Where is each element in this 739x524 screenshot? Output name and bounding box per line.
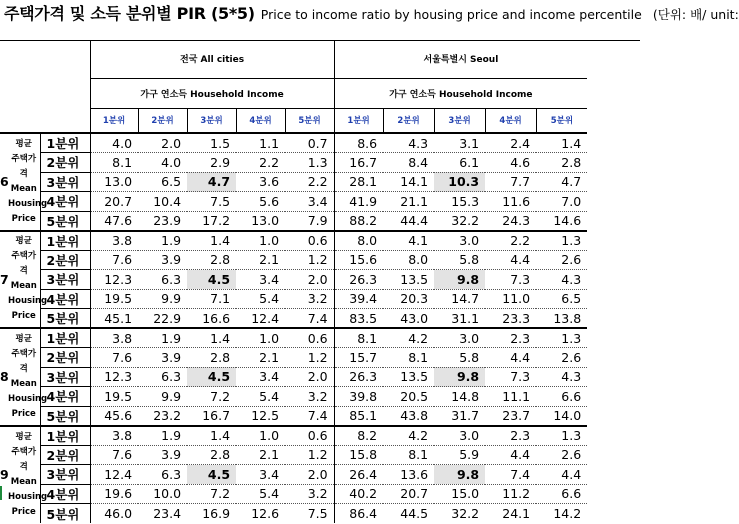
percentile-header-all-1: 1분위 bbox=[90, 108, 138, 133]
side-label-line: Mean bbox=[10, 183, 37, 194]
income-header-row bbox=[0, 78, 640, 108]
pir-value-all-1: 3.8 bbox=[90, 231, 138, 251]
pir-value-all-1: 19.6 bbox=[90, 484, 138, 504]
side-label-line: Price bbox=[11, 506, 36, 517]
percentile-header-all-5: 5분위 bbox=[285, 108, 334, 133]
side-label-line: 평균 bbox=[15, 333, 32, 344]
table-row bbox=[0, 309, 640, 329]
pir-value-all-1: 13.0 bbox=[90, 172, 138, 192]
side-label-line: 주택가격 bbox=[11, 153, 37, 179]
table-row bbox=[0, 192, 640, 212]
pir-value-seoul-2: 20.3 bbox=[383, 289, 434, 309]
pir-value-seoul-2: 43.8 bbox=[400, 408, 429, 423]
pir-value-all-1: 7.6 bbox=[90, 250, 138, 270]
pir-value-seoul-4: 23.7 bbox=[502, 408, 531, 423]
side-label-line: Price bbox=[11, 408, 36, 419]
pir-value-seoul-3: 14.8 bbox=[434, 387, 485, 407]
pir-value-seoul-5: 4.3 bbox=[536, 270, 587, 290]
side-label-line: 평균 bbox=[15, 236, 32, 247]
pir-value-all-3: 16.7 bbox=[202, 408, 231, 423]
pir-value-seoul-4: 24.1 bbox=[502, 506, 531, 521]
pir-value-seoul-4: 23.3 bbox=[502, 310, 531, 326]
pir-value-seoul-4: 11.6 bbox=[485, 192, 536, 212]
percentile-header-seoul-2: 2분위 bbox=[383, 108, 434, 133]
pir-value-all-5: 3.2 bbox=[285, 387, 334, 407]
pir-value-seoul-3: 10.3 bbox=[434, 172, 485, 192]
table-row bbox=[0, 328, 640, 348]
pir-value-seoul-1: 8.1 bbox=[334, 328, 383, 348]
pir-value-all-3: 7.5 bbox=[187, 192, 236, 212]
pir-value-seoul-5: 6.5 bbox=[536, 289, 587, 309]
percentile-header-seoul-3: 3분위 bbox=[434, 108, 485, 133]
percentile-header-seoul-5: 5분위 bbox=[536, 108, 587, 133]
table-row bbox=[0, 289, 640, 309]
pir-value-seoul-2: 43.0 bbox=[400, 310, 429, 326]
pir-value-seoul-4: 2.2 bbox=[485, 231, 536, 251]
pir-value-all-1: 7.6 bbox=[90, 348, 138, 368]
sheet-title bbox=[0, 0, 739, 28]
quintile-label: 1분위 bbox=[40, 231, 90, 251]
side-label-line: 주택가격 bbox=[11, 446, 37, 472]
region-all-header: 전국 All cities bbox=[90, 40, 334, 78]
side-label-line: Housing bbox=[8, 296, 48, 307]
pir-value-seoul-1: 28.1 bbox=[334, 172, 383, 192]
pir-value-seoul-3: 9.8 bbox=[434, 270, 485, 290]
pir-value-seoul-2: 8.4 bbox=[383, 153, 434, 173]
pir-value-seoul-3: 31.1 bbox=[451, 310, 480, 326]
pir-value-all-4: 1.0 bbox=[236, 426, 285, 446]
pir-value-seoul-4: 2.3 bbox=[485, 426, 536, 446]
quintile-label: 2분위 bbox=[40, 348, 90, 368]
side-label-line: 평균 bbox=[15, 431, 32, 442]
side-label-line: Housing bbox=[8, 491, 48, 502]
pir-value-seoul-1: 26.3 bbox=[334, 367, 383, 387]
table-row bbox=[0, 231, 640, 251]
pir-value-seoul-3: 3.0 bbox=[434, 231, 485, 251]
pir-value-seoul-3: 32.2 bbox=[451, 506, 480, 521]
pir-value-all-5: 2.0 bbox=[285, 270, 334, 290]
pir-value-all-2: 23.4 bbox=[153, 506, 182, 521]
pir-value-all-5: 0.6 bbox=[285, 328, 334, 348]
pir-value-all-4: 12.4 bbox=[251, 310, 280, 326]
year-label: 8 bbox=[0, 328, 8, 426]
mean-housing-price-label bbox=[8, 328, 48, 426]
pir-value-all-5: 7.4 bbox=[307, 310, 328, 326]
pir-value-seoul-1: 39.4 bbox=[334, 289, 383, 309]
region-seoul-header: 서울특별시 Seoul bbox=[334, 40, 587, 78]
title-korean: 주택가격 및 소득 분위별 PIR (5*5) bbox=[4, 4, 255, 23]
side-label-line: 주택가격 bbox=[11, 348, 37, 374]
pir-value-seoul-4: 11.2 bbox=[485, 484, 536, 504]
quintile-label: 2분위 bbox=[40, 445, 90, 465]
pir-value-seoul-5: 2.8 bbox=[536, 153, 587, 173]
pir-value-seoul-4: 7.3 bbox=[485, 367, 536, 387]
pir-value-seoul-1: 39.8 bbox=[334, 387, 383, 407]
pir-value-all-2: 10.0 bbox=[138, 484, 187, 504]
pir-value-seoul-3: 14.7 bbox=[434, 289, 485, 309]
percentile-header-all-2: 2분위 bbox=[138, 108, 187, 133]
pir-value-all-3: 1.4 bbox=[187, 328, 236, 348]
pir-value-seoul-5: 4.7 bbox=[536, 172, 587, 192]
pir-value-all-3: 7.1 bbox=[187, 289, 236, 309]
quintile-label: 3분위 bbox=[40, 270, 90, 290]
side-label-line: 주택가격 bbox=[11, 251, 37, 277]
pir-value-seoul-4: 2.4 bbox=[485, 133, 536, 153]
pir-value-seoul-4: 2.3 bbox=[485, 328, 536, 348]
pir-value-all-1: 3.8 bbox=[90, 426, 138, 446]
side-label-line: Mean bbox=[10, 476, 37, 487]
side-label-line: 평균 bbox=[15, 138, 32, 149]
pir-value-all-4: 2.2 bbox=[236, 153, 285, 173]
quintile-label: 2분위 bbox=[40, 250, 90, 270]
pir-value-seoul-3: 3.1 bbox=[434, 133, 485, 153]
pir-value-seoul-4: 4.4 bbox=[485, 348, 536, 368]
pir-value-all-5: 3.4 bbox=[285, 192, 334, 212]
table-row bbox=[0, 484, 640, 504]
pir-value-all-1: 45.6 bbox=[90, 406, 138, 426]
pir-value-seoul-2: 20.7 bbox=[383, 484, 434, 504]
side-label-line: Price bbox=[11, 311, 36, 322]
quintile-label: 3분위 bbox=[40, 367, 90, 387]
pir-value-seoul-2: 44.5 bbox=[400, 506, 429, 521]
pir-value-seoul-4: 24.3 bbox=[502, 213, 531, 228]
pir-value-seoul-5: 6.6 bbox=[536, 387, 587, 407]
side-label-line: Mean bbox=[10, 281, 37, 292]
pir-value-seoul-1: 85.1 bbox=[334, 406, 383, 426]
pir-value-seoul-1: 41.9 bbox=[334, 192, 383, 212]
pir-value-all-5: 7.9 bbox=[307, 213, 328, 228]
pir-value-all-5: 1.2 bbox=[285, 348, 334, 368]
pir-value-all-5: 3.2 bbox=[285, 289, 334, 309]
pir-value-seoul-5: 1.3 bbox=[536, 231, 587, 251]
pir-value-all-2: 3.9 bbox=[138, 445, 187, 465]
income-all-header: 가구 연소득 Household Income bbox=[90, 78, 334, 108]
pir-value-all-2: 6.3 bbox=[138, 367, 187, 387]
pir-value-all-5: 3.2 bbox=[285, 484, 334, 504]
pir-value-seoul-2: 4.1 bbox=[383, 231, 434, 251]
pir-value-seoul-5: 2.6 bbox=[536, 348, 587, 368]
pir-value-seoul-2: 20.5 bbox=[383, 387, 434, 407]
pir-value-seoul-3: 3.0 bbox=[434, 426, 485, 446]
table-row bbox=[0, 406, 640, 426]
quintile-label: 4분위 bbox=[40, 484, 90, 504]
pir-value-seoul-3: 15.3 bbox=[434, 192, 485, 212]
pir-value-seoul-2: 4.3 bbox=[383, 133, 434, 153]
pir-value-all-5: 1.3 bbox=[285, 153, 334, 173]
side-label-line: Price bbox=[11, 213, 36, 224]
pir-value-all-4: 3.4 bbox=[236, 465, 285, 485]
pir-value-seoul-5: 4.4 bbox=[536, 465, 587, 485]
pir-value-seoul-1: 8.0 bbox=[334, 231, 383, 251]
pir-value-all-3: 4.5 bbox=[187, 465, 236, 485]
pir-value-all-4: 5.4 bbox=[236, 289, 285, 309]
percentile-header-seoul-1: 1분위 bbox=[334, 108, 383, 133]
income-seoul-header: 가구 연소득 Household Income bbox=[334, 78, 587, 108]
quintile-label: 2분위 bbox=[40, 153, 90, 173]
pir-value-all-2: 6.3 bbox=[138, 270, 187, 290]
table-row bbox=[0, 504, 640, 524]
pir-value-seoul-3: 6.1 bbox=[434, 153, 485, 173]
pir-value-all-4: 12.6 bbox=[251, 506, 280, 521]
pir-value-seoul-4: 4.4 bbox=[485, 445, 536, 465]
table-row bbox=[0, 153, 640, 173]
pir-value-all-4: 1.0 bbox=[236, 328, 285, 348]
pir-value-seoul-5: 14.6 bbox=[553, 213, 582, 228]
pir-value-all-5: 2.0 bbox=[285, 367, 334, 387]
percentile-header-all-3: 3분위 bbox=[187, 108, 236, 133]
quintile-label: 5분위 bbox=[40, 406, 90, 426]
pir-value-all-4: 3.4 bbox=[236, 270, 285, 290]
pir-value-seoul-2: 4.2 bbox=[383, 328, 434, 348]
pir-value-seoul-1: 15.8 bbox=[334, 445, 383, 465]
pir-value-seoul-3: 3.0 bbox=[434, 328, 485, 348]
table-row bbox=[0, 348, 640, 368]
pir-value-seoul-2: 21.1 bbox=[383, 192, 434, 212]
quintile-label: 1분위 bbox=[40, 426, 90, 446]
pir-value-all-4: 12.5 bbox=[251, 408, 280, 423]
pir-value-seoul-4: 7.7 bbox=[485, 172, 536, 192]
pir-value-all-2: 23.9 bbox=[153, 213, 182, 228]
side-label-line: Housing bbox=[8, 198, 48, 209]
table-row bbox=[0, 367, 640, 387]
pir-value-all-5: 7.5 bbox=[307, 506, 328, 521]
pir-value-all-2: 23.2 bbox=[153, 408, 182, 423]
year-label: 9 bbox=[0, 426, 8, 524]
pir-value-seoul-3: 32.2 bbox=[451, 213, 480, 228]
pir-value-all-4: 5.6 bbox=[236, 192, 285, 212]
pir-value-seoul-5: 13.8 bbox=[553, 310, 582, 326]
pir-value-all-1: 4.0 bbox=[90, 133, 138, 153]
table-row bbox=[0, 270, 640, 290]
pir-value-seoul-5: 7.0 bbox=[536, 192, 587, 212]
title-unit: (단위: 배/ unit: bbox=[652, 7, 739, 22]
pir-value-all-4: 5.4 bbox=[236, 387, 285, 407]
pir-value-seoul-5: 2.6 bbox=[536, 250, 587, 270]
pir-value-all-5: 2.2 bbox=[285, 172, 334, 192]
pir-value-seoul-1: 26.3 bbox=[334, 270, 383, 290]
pir-value-seoul-3: 15.0 bbox=[434, 484, 485, 504]
pir-value-seoul-4: 11.1 bbox=[485, 387, 536, 407]
pir-value-all-2: 22.9 bbox=[153, 310, 182, 326]
pir-table bbox=[0, 40, 640, 523]
pir-value-all-5: 1.2 bbox=[285, 250, 334, 270]
pir-value-all-4: 3.6 bbox=[236, 172, 285, 192]
pir-value-all-5: 0.6 bbox=[285, 231, 334, 251]
pir-value-seoul-2: 4.2 bbox=[383, 426, 434, 446]
pir-value-seoul-1: 15.7 bbox=[334, 348, 383, 368]
table-row bbox=[0, 445, 640, 465]
pir-value-all-3: 7.2 bbox=[187, 387, 236, 407]
pir-value-seoul-5: 6.6 bbox=[536, 484, 587, 504]
pir-value-all-5: 0.6 bbox=[285, 426, 334, 446]
table-row bbox=[0, 465, 640, 485]
pir-value-seoul-2: 13.6 bbox=[383, 465, 434, 485]
pir-value-all-1: 12.4 bbox=[90, 465, 138, 485]
quintile-label: 1분위 bbox=[40, 133, 90, 153]
pir-value-all-3: 16.9 bbox=[202, 506, 231, 521]
pir-value-all-5: 7.4 bbox=[307, 408, 328, 423]
table-row bbox=[0, 387, 640, 407]
pir-value-seoul-2: 8.1 bbox=[383, 445, 434, 465]
pir-value-seoul-4: 7.4 bbox=[485, 465, 536, 485]
pir-value-all-4: 1.0 bbox=[236, 231, 285, 251]
pir-value-seoul-1: 8.6 bbox=[334, 133, 383, 153]
pir-value-all-4: 13.0 bbox=[251, 213, 280, 228]
pir-value-all-3: 1.4 bbox=[187, 231, 236, 251]
pir-value-seoul-3: 31.7 bbox=[451, 408, 480, 423]
side-label-line: Mean bbox=[10, 378, 37, 389]
pir-value-seoul-2: 8.1 bbox=[383, 348, 434, 368]
pir-value-all-4: 2.1 bbox=[236, 250, 285, 270]
pir-value-all-2: 2.0 bbox=[138, 133, 187, 153]
pir-value-all-1: 19.5 bbox=[90, 387, 138, 407]
pir-value-seoul-5: 2.6 bbox=[536, 445, 587, 465]
quintile-label: 5분위 bbox=[40, 309, 90, 329]
pir-value-seoul-2: 13.5 bbox=[383, 367, 434, 387]
region-header-row bbox=[0, 40, 640, 78]
pir-value-all-5: 1.2 bbox=[285, 445, 334, 465]
pir-value-all-2: 9.9 bbox=[138, 289, 187, 309]
pir-value-all-3: 1.4 bbox=[187, 426, 236, 446]
pir-value-all-2: 1.9 bbox=[138, 231, 187, 251]
pir-value-all-1: 46.0 bbox=[90, 504, 138, 524]
pir-value-all-3: 4.7 bbox=[187, 172, 236, 192]
pir-value-all-1: 3.8 bbox=[90, 328, 138, 348]
pir-value-seoul-2: 14.1 bbox=[383, 172, 434, 192]
pir-value-seoul-3: 5.8 bbox=[434, 250, 485, 270]
pir-value-seoul-3: 5.9 bbox=[434, 445, 485, 465]
pir-value-all-5: 0.7 bbox=[285, 133, 334, 153]
pir-value-all-1: 12.3 bbox=[90, 270, 138, 290]
mean-housing-price-label bbox=[8, 426, 48, 524]
quintile-label: 5분위 bbox=[40, 211, 90, 231]
pir-value-seoul-5: 14.0 bbox=[553, 408, 582, 423]
pir-value-all-2: 3.9 bbox=[138, 348, 187, 368]
pir-value-seoul-3: 9.8 bbox=[434, 465, 485, 485]
table-row bbox=[0, 250, 640, 270]
pir-value-seoul-5: 1.3 bbox=[536, 426, 587, 446]
pir-value-all-4: 1.1 bbox=[236, 133, 285, 153]
percentile-header-seoul-4: 4분위 bbox=[485, 108, 536, 133]
quintile-label: 4분위 bbox=[40, 192, 90, 212]
pir-value-all-2: 1.9 bbox=[138, 426, 187, 446]
pir-value-all-3: 2.9 bbox=[187, 153, 236, 173]
pir-value-seoul-1: 40.2 bbox=[334, 484, 383, 504]
percentile-header-all-4: 4분위 bbox=[236, 108, 285, 133]
pir-value-all-3: 1.5 bbox=[187, 133, 236, 153]
pir-value-seoul-1: 8.2 bbox=[334, 426, 383, 446]
quintile-label: 4분위 bbox=[40, 289, 90, 309]
mean-housing-price-label bbox=[8, 231, 48, 329]
quintile-label: 4분위 bbox=[40, 387, 90, 407]
pir-value-seoul-1: 26.4 bbox=[334, 465, 383, 485]
pir-value-seoul-4: 11.0 bbox=[485, 289, 536, 309]
pir-value-all-2: 3.9 bbox=[138, 250, 187, 270]
pir-value-all-2: 9.9 bbox=[138, 387, 187, 407]
pir-value-all-5: 2.0 bbox=[285, 465, 334, 485]
pir-value-all-4: 3.4 bbox=[236, 367, 285, 387]
pir-value-seoul-3: 9.8 bbox=[434, 367, 485, 387]
pir-value-seoul-3: 5.8 bbox=[434, 348, 485, 368]
pir-value-all-3: 17.2 bbox=[202, 213, 231, 228]
quintile-label: 3분위 bbox=[40, 465, 90, 485]
pir-value-seoul-4: 4.4 bbox=[485, 250, 536, 270]
pir-value-all-3: 7.2 bbox=[187, 484, 236, 504]
pir-value-all-2: 10.4 bbox=[138, 192, 187, 212]
title-english: Price to income ratio by housing price and income percentile bbox=[260, 7, 642, 22]
pir-value-all-3: 16.6 bbox=[202, 310, 231, 326]
year-label: 7 bbox=[0, 231, 8, 329]
pir-value-seoul-2: 8.0 bbox=[383, 250, 434, 270]
pir-value-all-1: 8.1 bbox=[90, 153, 138, 173]
pir-value-all-4: 2.1 bbox=[236, 348, 285, 368]
pir-value-all-1: 45.1 bbox=[90, 309, 138, 329]
pir-value-all-3: 2.8 bbox=[187, 445, 236, 465]
pir-value-all-3: 4.5 bbox=[187, 367, 236, 387]
pir-value-seoul-2: 44.4 bbox=[400, 213, 429, 228]
quintile-label: 1분위 bbox=[40, 328, 90, 348]
pir-value-all-1: 12.3 bbox=[90, 367, 138, 387]
pir-value-all-3: 2.8 bbox=[187, 250, 236, 270]
pir-value-all-1: 7.6 bbox=[90, 445, 138, 465]
table-row bbox=[0, 172, 640, 192]
pir-value-all-4: 5.4 bbox=[236, 484, 285, 504]
pir-value-all-1: 20.7 bbox=[90, 192, 138, 212]
table-row bbox=[0, 133, 640, 153]
pir-value-seoul-1: 16.7 bbox=[334, 153, 383, 173]
mean-housing-price-label bbox=[8, 133, 48, 231]
table-row bbox=[0, 211, 640, 231]
pir-value-seoul-1: 88.2 bbox=[334, 211, 383, 231]
pir-value-all-2: 1.9 bbox=[138, 328, 187, 348]
pir-value-all-3: 4.5 bbox=[187, 270, 236, 290]
pir-value-seoul-1: 83.5 bbox=[334, 309, 383, 329]
pir-value-seoul-4: 7.3 bbox=[485, 270, 536, 290]
pir-value-all-2: 6.5 bbox=[138, 172, 187, 192]
pir-value-seoul-2: 13.5 bbox=[383, 270, 434, 290]
pir-value-seoul-1: 86.4 bbox=[334, 504, 383, 524]
pir-value-all-2: 6.3 bbox=[138, 465, 187, 485]
percentile-header-row bbox=[0, 108, 640, 133]
header-corner bbox=[0, 40, 90, 133]
pir-value-seoul-5: 1.4 bbox=[536, 133, 587, 153]
pir-value-all-2: 4.0 bbox=[138, 153, 187, 173]
pir-value-seoul-5: 14.2 bbox=[553, 506, 582, 521]
pir-value-all-3: 2.8 bbox=[187, 348, 236, 368]
pir-value-seoul-5: 1.3 bbox=[536, 328, 587, 348]
year-label: 6 bbox=[0, 133, 8, 231]
quintile-label: 5분위 bbox=[40, 504, 90, 524]
pir-value-all-1: 47.6 bbox=[90, 211, 138, 231]
table-row bbox=[0, 426, 640, 446]
pir-value-seoul-4: 4.6 bbox=[485, 153, 536, 173]
side-label-line: Housing bbox=[8, 393, 48, 404]
pir-value-seoul-5: 4.3 bbox=[536, 367, 587, 387]
pir-value-seoul-1: 15.6 bbox=[334, 250, 383, 270]
quintile-label: 3분위 bbox=[40, 172, 90, 192]
pir-value-all-1: 19.5 bbox=[90, 289, 138, 309]
pir-value-all-4: 2.1 bbox=[236, 445, 285, 465]
